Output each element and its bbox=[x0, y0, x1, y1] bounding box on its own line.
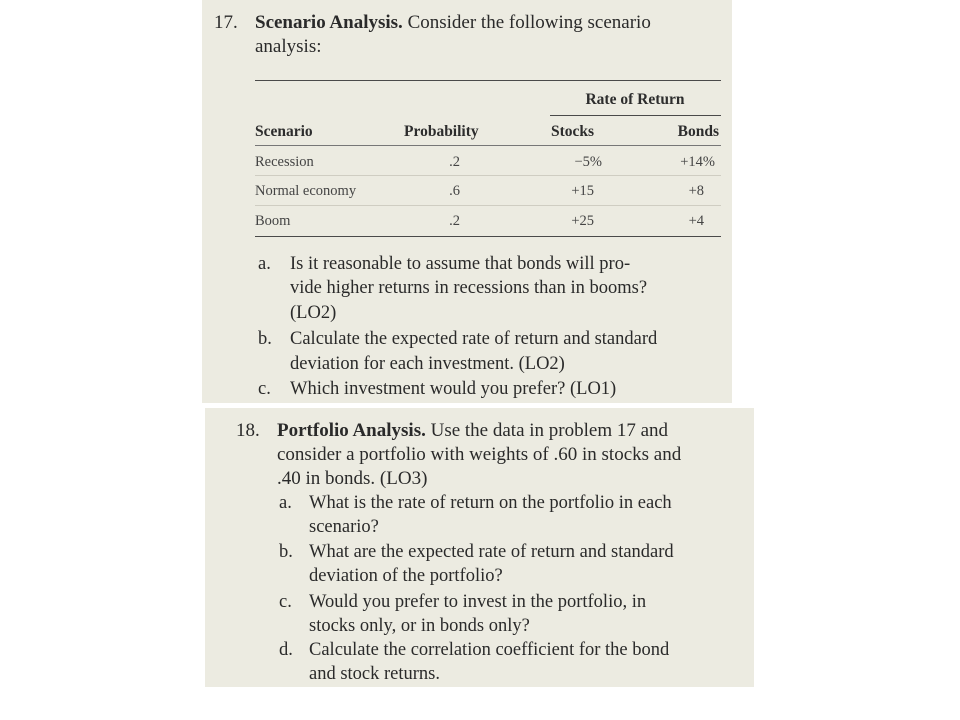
row-1-scenario: Recession bbox=[255, 154, 314, 170]
col-header-scenario: Scenario bbox=[255, 123, 313, 140]
part-17c-line-1: Which investment would you prefer? (LO1) bbox=[290, 379, 617, 399]
rate-of-return-rule bbox=[550, 115, 721, 116]
col-header-bonds: Bonds bbox=[677, 123, 719, 140]
problem-18-intro-line-2: consider a portfolio with weights of .60 in stocks and bbox=[277, 444, 682, 465]
col-header-probability: Probability bbox=[404, 123, 479, 140]
problem-17-intro-line-1 bbox=[255, 10, 651, 35]
row-2-probability: .6 bbox=[449, 183, 460, 199]
row-1-divider bbox=[255, 175, 721, 176]
row-3-scenario: Boom bbox=[255, 213, 291, 229]
table-bottom-rule bbox=[255, 236, 721, 237]
part-18a-letter: a. bbox=[279, 493, 292, 513]
header-bottom-rule bbox=[255, 145, 721, 146]
part-17a-line-2: vide higher returns in recessions than in booms? bbox=[290, 278, 648, 298]
part-17b-line-1: Calculate the expected rate of return and standard bbox=[290, 329, 658, 349]
row-2-scenario: Normal economy bbox=[255, 183, 357, 199]
row-1-stocks: −5% bbox=[574, 154, 602, 170]
part-18d-letter: d. bbox=[279, 640, 293, 660]
part-17a-line-3: (LO2) bbox=[290, 303, 337, 323]
row-3-probability: .2 bbox=[449, 213, 460, 229]
part-17b-line-2: deviation for each investment. (LO2) bbox=[290, 354, 565, 374]
col-header-stocks: Stocks bbox=[551, 123, 595, 140]
part-18d-line-1: Calculate the correlation coefficient for the bond bbox=[309, 640, 670, 660]
problem-18-number: 18. bbox=[236, 420, 260, 441]
part-18c-line-1: Would you prefer to invest in the portfolio, in bbox=[309, 592, 647, 612]
problem-17-intro-rest: Consider the following scenario bbox=[402, 12, 651, 33]
part-17a-letter: a. bbox=[258, 254, 271, 274]
part-18c-letter: c. bbox=[279, 592, 292, 612]
part-18b-line-2: deviation of the portfolio? bbox=[309, 566, 503, 586]
row-2-divider bbox=[255, 205, 721, 206]
part-18d-line-2: and stock returns. bbox=[309, 664, 441, 684]
part-18a-line-1: What is the rate of return on the portfolio in each bbox=[309, 493, 672, 513]
problem-18-intro-line-1 bbox=[277, 418, 668, 443]
part-17a-line-1: Is it reasonable to assume that bonds will pro- bbox=[290, 254, 631, 274]
problem-18-title: Portfolio Analysis. bbox=[277, 420, 426, 441]
problem-17-intro-line-2: analysis: bbox=[255, 36, 322, 57]
part-18c-line-2: stocks only, or in bonds only? bbox=[309, 616, 530, 636]
row-3-stocks: +25 bbox=[571, 213, 594, 229]
problem-18-intro-line-3: .40 in bonds. (LO3) bbox=[277, 468, 428, 489]
problem-17-title: Scenario Analysis. bbox=[255, 12, 403, 33]
table-top-rule bbox=[255, 80, 721, 81]
row-2-stocks: +15 bbox=[571, 183, 594, 199]
problem-18-intro-rest: Use the data in problem 17 and bbox=[425, 420, 669, 441]
row-1-probability: .2 bbox=[449, 154, 460, 170]
problem-17-number: 17. bbox=[214, 12, 238, 33]
row-2-bonds: +8 bbox=[688, 183, 704, 199]
part-18b-line-1: What are the expected rate of return and standard bbox=[309, 542, 674, 562]
part-17b-letter: b. bbox=[258, 329, 272, 349]
part-18a-line-2: scenario? bbox=[309, 517, 379, 537]
part-17c-letter: c. bbox=[258, 379, 271, 399]
rate-of-return-header: Rate of Return bbox=[585, 91, 685, 108]
row-3-bonds: +4 bbox=[688, 213, 704, 229]
part-18b-letter: b. bbox=[279, 542, 293, 562]
row-1-bonds: +14% bbox=[680, 154, 715, 170]
